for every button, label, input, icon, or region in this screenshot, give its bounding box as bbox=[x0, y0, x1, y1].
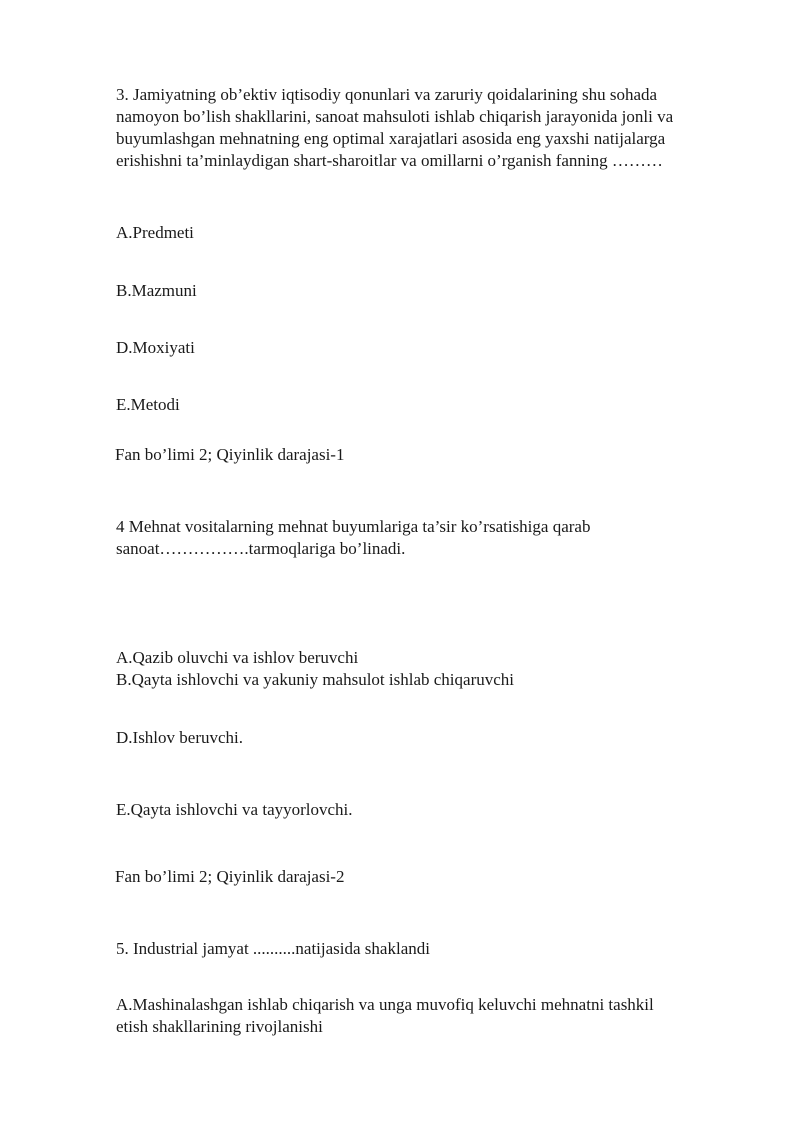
question-3-text bbox=[116, 84, 746, 172]
question-4-option-b: B.Qayta ishlovchi va yakuniy mahsulot ishlab chiqaruvchi bbox=[116, 670, 515, 689]
question-5-option-a-line: etish shakllarining rivojlanishi bbox=[116, 1017, 323, 1036]
question-4-line: sanoat…………….tarmoqlariga bo’linadi. bbox=[116, 539, 406, 558]
question-3-option-b: B.Mazmuni bbox=[116, 281, 197, 300]
section-difficulty-label: Fan bo’limi 2; Qiyinlik darajasi-1 bbox=[115, 445, 345, 464]
question-3-line: 3. Jamiyatning ob’ektiv iqtisodiy qonunlari va zaruriy qoidalarining shu sohada bbox=[116, 85, 658, 104]
question-5-line: 5. Industrial jamyat ..........natijasida shaklandi bbox=[116, 939, 430, 958]
question-3-option-e: E.Metodi bbox=[116, 395, 180, 414]
question-4-option-a: A.Qazib oluvchi va ishlov beruvchi bbox=[116, 648, 359, 667]
question-4-text bbox=[116, 516, 746, 560]
question-3-line: erishishni ta’minlaydigan shart-sharoitlar va omillarni o’rganish fanning ……… bbox=[116, 151, 663, 170]
question-4-option-d: D.Ishlov beruvchi. bbox=[116, 728, 244, 747]
question-3-line: namoyon bo’lish shakllarini, sanoat mahsuloti ishlab chiqarish jarayonida jonli va bbox=[116, 107, 674, 126]
section-difficulty-label: Fan bo’limi 2; Qiyinlik darajasi-2 bbox=[115, 867, 345, 886]
question-5-option-a-line: A.Mashinalashgan ishlab chiqarish va unga muvofiq keluvchi mehnatni tashkil bbox=[116, 995, 654, 1014]
question-3-option-d: D.Moxiyati bbox=[116, 338, 195, 357]
question-3-line: buyumlashgan mehnatning eng optimal xarajatlari asosida eng yaxshi natijalarga bbox=[116, 129, 666, 148]
question-4-line: 4 Mehnat vositalarning mehnat buyumlariga ta’sir ko’rsatishiga qarab bbox=[116, 517, 591, 536]
question-3-option-a: A.Predmeti bbox=[116, 223, 194, 242]
question-5-text bbox=[116, 938, 746, 960]
question-5-option-a bbox=[116, 994, 746, 1038]
question-4-option-e: E.Qayta ishlovchi va tayyorlovchi. bbox=[116, 800, 353, 819]
